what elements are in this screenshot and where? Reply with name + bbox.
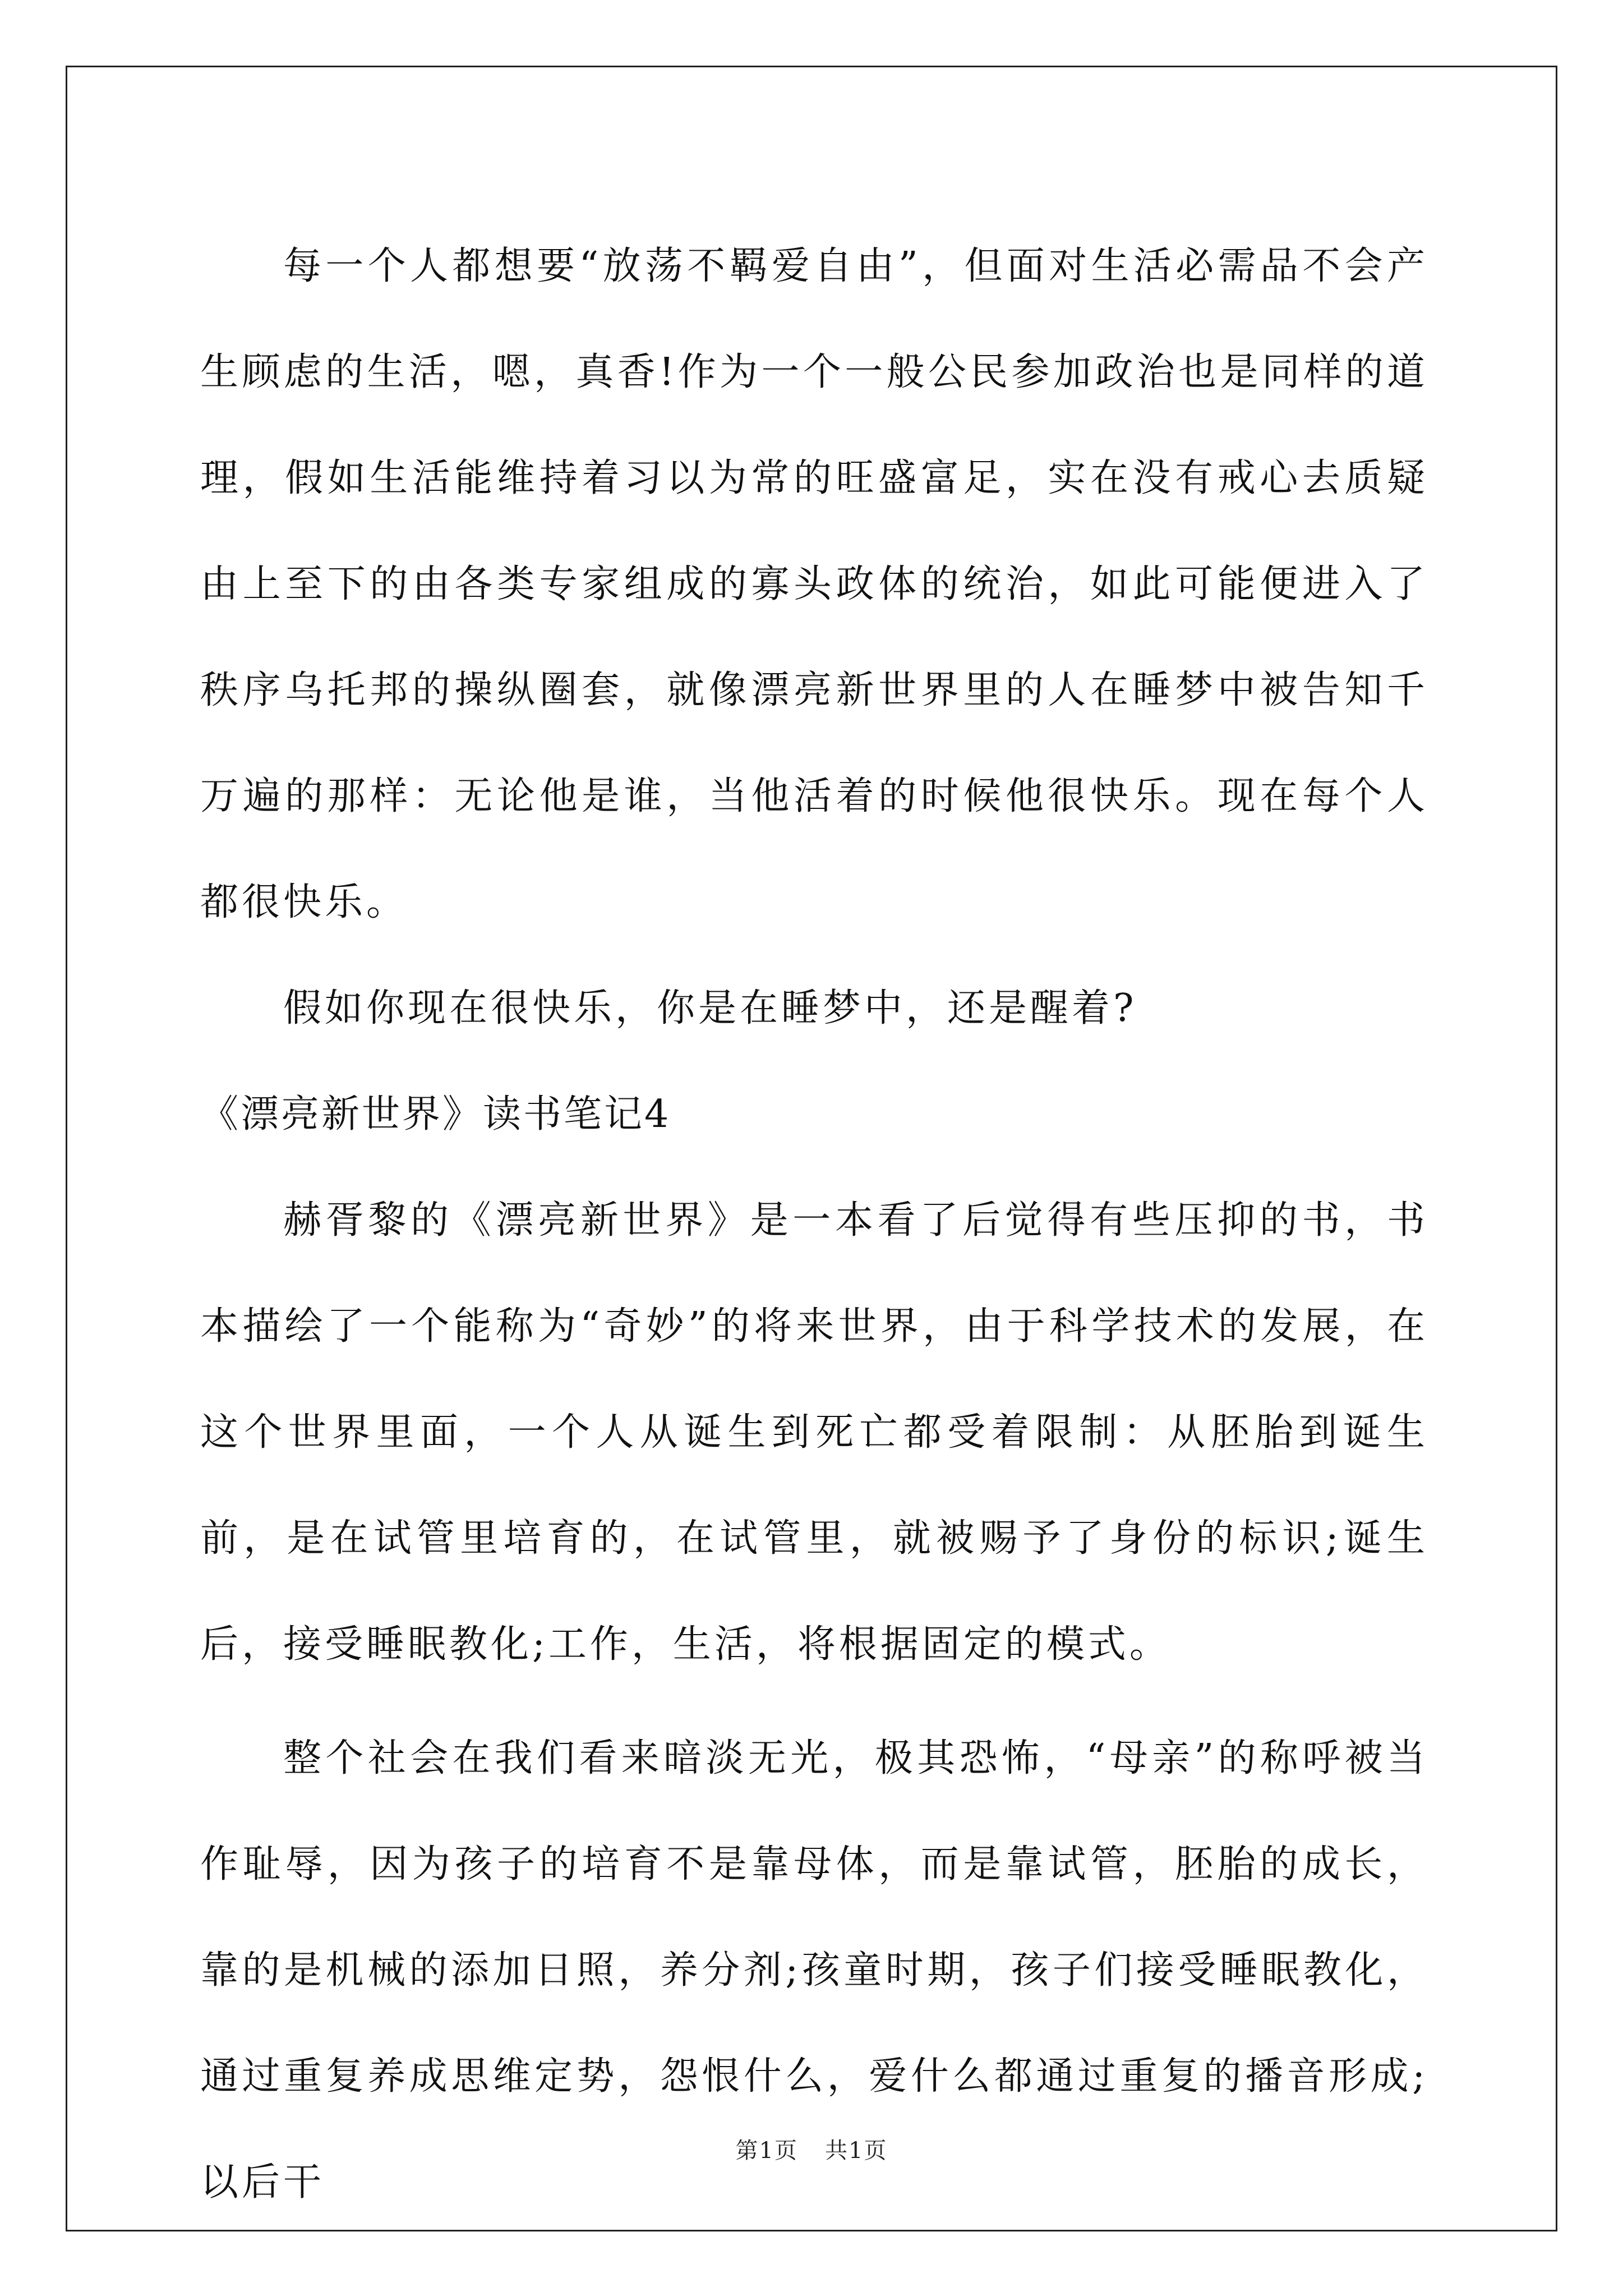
page-number-total: 共1页 [825, 2138, 888, 2164]
document-body [200, 213, 1428, 2235]
paragraph-2: 假如你现在很快乐，你是在睡梦中，还是醒着? [283, 986, 1137, 1030]
section-heading: 《漂亮新世界》读书笔记4 [200, 1092, 671, 1137]
paragraph-4: 整个社会在我们看来暗淡无光，极其恐怖，“母亲”的称呼被当作耻辱，因为孩子的培育不是靠母体，而是靠试管，胚胎的成长，靠的是机械的添加日照，养分剂;孩童时期，孩子们接受睡眠教化，通过重复养成思维定势，怨恨什么，爱什么都通过重复的播音形成;以后干 [200, 1736, 1428, 2205]
paragraph-1: 每一个人都想要“放荡不羁爱自由”，但面对生活必需品不会产生顾虑的生活，嗯，真香!作为一个一般公民参加政治也是同样的道理，假如生活能维持着习以为常的旺盛富足，实在没有戒心去质疑由上至下的由各类专家组成的寡头政体的统治，如此可能便进入了秩序乌托邦的操纵圈套，就像漂亮新世界里的人在睡梦中被告知千万遍的那样：无论他是谁，当他活着的时候他很快乐。现在每个人都很快乐。 [200, 244, 1428, 924]
paragraph-3: 赫胥黎的《漂亮新世界》是一本看了后觉得有些压抑的书，书本描绘了一个能称为“奇妙”的将来世界，由于科学技术的发展，在这个世界里面，一个人从诞生到死亡都受着限制：从胚胎到诞生前，是在试管里培育的，在试管里，就被赐予了身份的标识;诞生后，接受睡眠教化;工作，生活，将根据固定的模式。 [200, 1198, 1428, 1667]
page-number-current: 第1页 [735, 2138, 798, 2164]
page-footer [0, 2133, 1623, 2165]
